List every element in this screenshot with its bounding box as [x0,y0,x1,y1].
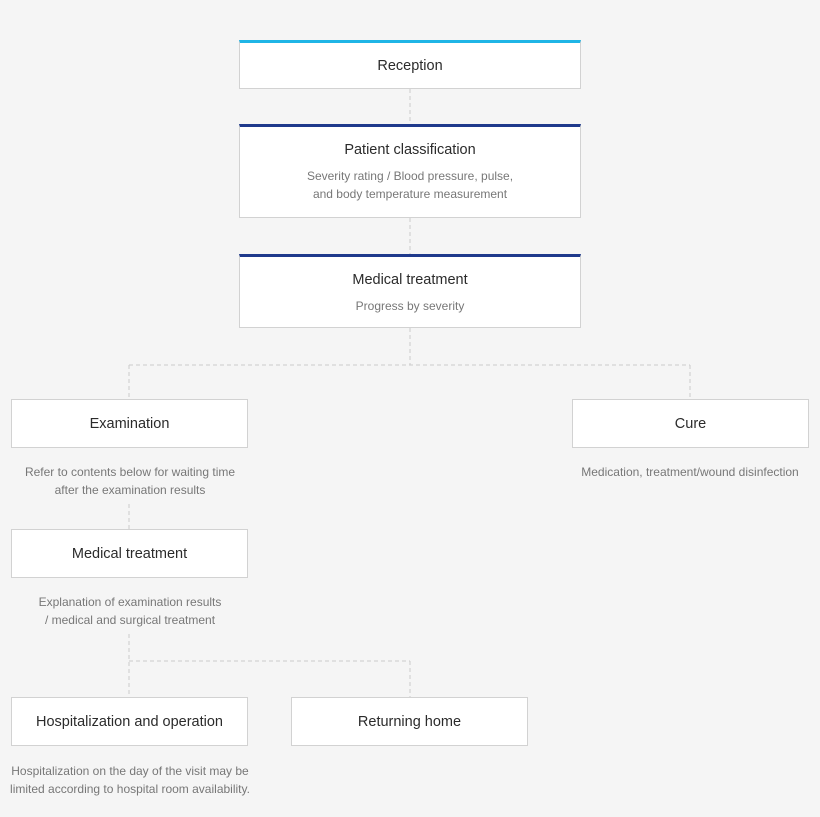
hospitalization-box [11,697,248,746]
examination-box [11,399,248,448]
patient-classification-title: Patient classification [344,142,476,158]
hospitalization-caption: Hospitalization on the day of the visit may be limited according to hospital room availability. [10,764,250,796]
examination-title: Examination [89,415,170,432]
cure-title: Cure [674,415,707,432]
patient-classification-desc: Severity rating / Blood pressure, pulse, and body temperature measurement [306,169,514,201]
medical-treatment-lower-title: Medical treatment [71,545,188,562]
examination-caption: Refer to contents below for waiting time after the examination results [24,465,236,497]
medical-treatment-top-box [239,254,581,328]
cure-caption: Medication, treatment/wound disinfection [581,465,799,479]
medical-treatment-lower-caption: Explanation of examination results / medical and surgical treatment [38,595,222,627]
returning-home-title: Returning home [357,713,462,730]
medical-treatment-top-title: Medical treatment [352,272,468,288]
cure-box [572,399,809,448]
medical-treatment-lower-box [11,529,248,578]
reception-box [239,40,581,89]
patient-classification-box [239,124,581,218]
hospitalization-title: Hospitalization and operation [35,713,223,730]
reception-title: Reception [377,57,443,74]
medical-treatment-top-desc: Progress by severity [355,299,465,313]
returning-home-box [291,697,528,746]
